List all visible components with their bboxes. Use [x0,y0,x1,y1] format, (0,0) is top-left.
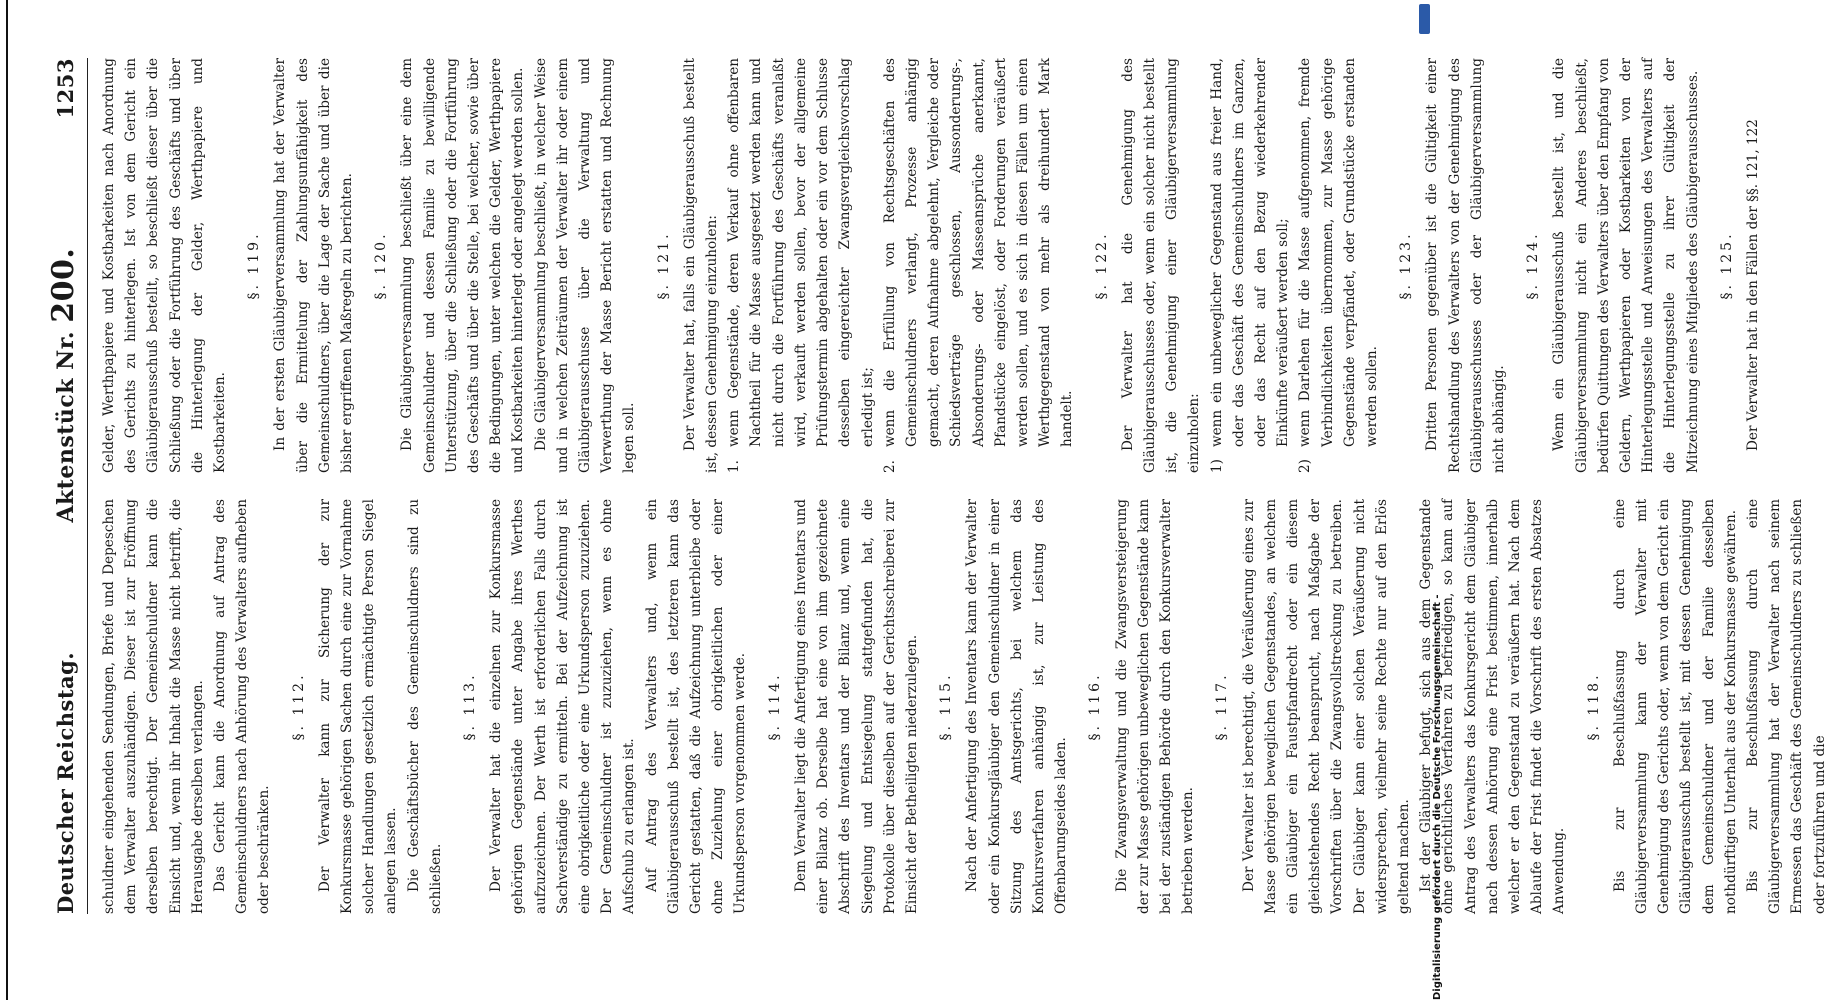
section-heading: §. 117. [1214,672,1231,741]
section-heading: §. 118. [1585,672,1602,741]
paragraph: Nach der Anfertigung des Inventars kann der Verwalter oder ein Konkursgläubiger den Gemeinschuldner in einer Sitzung des Amtsgerichts, bei welchem das Konkursverfahren anhängig ist, zur Leistung des Offenbarungseides laden. [964,499,1070,914]
paragraph: Ist der Gläubiger befugt, sich aus dem Gegenstande ohne gerichtliches Verfahren zu befriedigen, so kann auf Antrag des Verwalters das Konkursgericht dem Gläubiger nach dessen Anhörung eine Frist bestimmen, innerhalb welcher er den Gegenstand zu veräußern hat. Nach dem Ablaufe der Frist findet die Vorschrift des ersten Absatzes Anwendung. [1418,499,1568,914]
list-item-text: wenn Darlehen für die Masse aufgenommen, fremde Verbindlichkeiten übernommen, zur Masse gehörige Gegenstände verpfändet, oder Grundstücke erstanden werden sollen. [1297,58,1380,447]
header-page-number: 1253 [53,58,78,119]
list-item [879,58,1079,473]
dfg-logo [1419,4,1438,34]
paragraph: Das Gericht kann die Anordnung auf Antrag des Gemeinschuldners nach Anhörung des Verwalters aufheben oder beschränken. [212,499,273,914]
list-item-number: 1. [726,460,743,473]
paragraph: Die Zwangsverwaltung und die Zwangsversteigerung der zur Masse gehörigen unbeweglichen Gegenstände kann bei der zuständigen Behörde durch den Konkursverwalter betrieben werden. [1113,499,1197,914]
paragraph: Der Verwalter hat, falls ein Gläubigerausschuß bestellt ist, dessen Genehmigung einzuholen: [681,58,721,473]
right-column [98,58,1762,473]
list-item [1294,58,1383,473]
paragraph: Der Verwalter hat die einzelnen zur Konkursmasse gehörigen Gegenstände unter Angabe ihres Werthes aufzuzeichnen. Der Werth ist erforderlichen Falls durch Sachverständige zu ermitteln. Bei der Aufzeichnung ist eine obrigkeitliche oder eine Urkundsperson zuzuziehen. Der Gemeinschuldner ist zuzuziehen, wenn es ohne Aufschub zu erlangen ist. [488,499,638,914]
section-heading: §. 116. [1087,672,1104,741]
paragraph: schuldner eingehenden Sendungen, Briefe und Depeschen dem Verwalter auszuhändigen. Dieser ist zur Eröffnung derselben berechtigt. Der Gemeinschuldner kann die Einsicht und, wenn ihr Inhalt die Masse nicht betrifft, die Herausgabe derselben verlangen. [101,499,206,914]
paragraph: Bis zur Beschlußfassung durch eine Gläubigerversammlung kann der Verwalter mit Genehmigung des Gerichts oder, wenn von dem Gericht ein Gläubigerausschuß bestellt ist, mit dessen Genehmigung dem Gemeinschuldner und der Familie desselben nothdürftigen Unterhalt aus der Konkursmasse gewähren. [1611,499,1739,914]
paragraph: Wenn ein Gläubigerausschuß bestellt ist, und die Gläubigerversammlung nicht ein Anderes beschließt, bedürfen Quittungen des Verwalters über den Empfang von Geldern, Werthpapieren oder Kostbarkeiten von der Hinterlegungsstelle und Anweisungen des Verwalters auf die Hinterlegungsstelle zu ihrer Gültigkeit der Mitzeichnung eines Mitgliedes des Gläubigerausschusses. [1551,58,1701,473]
paragraph: Der Verwalter ist berechtigt, die Veräußerung eines zur Masse gehörigen beweglichen Gegenstandes, an welchem ein Gläubiger ein Faustpfandrecht oder ein diesem gleichstehendes Recht beansprucht, nach Maßgabe der Vorschriften über die Zwangsvollstreckung zu betreiben. Der Gläubiger kann einer solchen Veräußerung nicht widersprechen, vielmehr seine Rechte nur auf den Erlös geltend machen. [1240,499,1412,914]
section-heading: §. 115. [938,672,955,741]
list-item [1206,58,1295,473]
paragraph: Der Verwalter hat in den Fällen der §§. 121, 122 [1745,119,1762,451]
list-item-number: 2) [1297,459,1314,473]
header-doc-prefix: Aktenstück Nr. [53,330,79,523]
paragraph: In der ersten Gläubigerversammlung hat der Verwalter über die Ermittelung der Zahlungsunfähigkeit des Gemeinschuldners, über die Lage der Sache und über die bisher ergriffenen Maßregeln zu berichten. [272,58,356,473]
header-document-number [46,248,81,523]
header-left-title: Deutscher Reichstag. [53,651,78,914]
section-heading: §. 122. [1093,231,1110,300]
list-item-number: 1) [1208,459,1225,473]
paragraph: Die Gläubigerversammlung beschließt über eine dem Gemeinschuldner und dessen Familie zu bewilligende Unterstützung, über die Schließung oder die Fortführung des Geschäfts und über die Stelle, bei welcher, sowie über die Bedingungen, unter welchen die Gelder, Werthpapiere und Kostbarkeiten hinterlegt oder angelegt werden sollen. [399,58,527,473]
paragraph: Die Gläubigerversammlung beschließt, in welcher Weise und in welchen Zeiträumen der Verwalter ihr oder einem Gläubigerausschusse über die Verwaltung und Verwerthung der Masse Bericht erstatten und Rechnung legen soll. [532,58,638,473]
paragraph: Dritten Personen gegenüber ist die Gültigkeit einer Rechtshandlung des Verwalters von der Genehmigung des Gläubigerausschusses oder der Gläubigerversammlung nicht abhängig. [1424,58,1507,473]
list-item [723,58,878,473]
section-heading: §. 113. [462,672,479,741]
paragraph: Auf Antrag des Verwalters und, wenn ein Gläubigerausschuß bestellt ist, des letzteren kann das Gericht gestatten, daß die Aufzeichnung unterbleibe oder ohne Zuziehung einer obrigkeitlichen oder einer Urkundsperson vorgenommen werde. [643,499,749,914]
paragraph: Der Verwalter kann zur Sicherung der zur Konkursmasse gehörigen Sachen durch eine zur Vornahme solcher Handlungen gesetzlich ermächtigte Person Siegel anlegen lassen. [316,499,400,914]
section-heading: §. 114. [766,672,783,741]
section-heading: §. 124. [1525,231,1542,300]
list-item-text: wenn ein unbeweglicher Gegenstand aus freier Hand, oder das Geschäft des Gemeinschuldners im Ganzen, oder das Recht auf den Bezug wiederkehrender Einkünfte veräußert werden soll; [1208,58,1292,447]
digitization-text: Digitalisierung gefördert durch die Deutsche Forschungsgemeinschaft - [1432,594,1443,1000]
header-doc-number: 200. [46,247,81,323]
section-heading: §. 123. [1398,231,1415,300]
section-heading: §. 121. [655,231,672,300]
list-item-number: 2. [881,460,898,473]
paragraph: Dem Verwalter liegt die Anfertigung eines Inventars und einer Bilanz ob. Derselbe hat eine von ihm gezeichnete Abschrift des Inventars und der Bilanz und, wenn eine Siegelung und Entsiegelung stattgefunden hat, die Protokolle über dieselben auf der Gerichtsschreiberei zur Einsicht der Betheiligten niederzulegen. [792,499,920,914]
section-heading: §. 119. [246,231,263,300]
dfg-logo-text: DFG [1429,14,1438,33]
paragraph: Gelder, Werthpapiere und Kostbarkeiten nach Anordnung des Gerichts zu hinterlegen. Ist von dem Gericht ein Gläubigerausschuß bestellt, so beschließt dieser über die Schließung oder die Fortführung des Geschäfts und über die Hinterlegung der Gelder, Werthpapiere und Kostbarkeiten. [101,58,229,473]
paragraph: Der Verwalter hat die Genehmigung des Gläubigerausschusses oder, wenn ein solcher nicht bestellt ist, die Genehmigung einer Gläubigerversammlung einzuholen: [1119,58,1203,473]
page-header [46,58,88,914]
section-heading: §. 120. [373,231,390,300]
section-heading: §. 112. [290,672,307,741]
list-item-text: wenn Gegenstände, deren Verkauf ohne offenbaren Nachtheil für die Masse ausgesetzt werden kann und nicht durch die Fortführung des Geschäfts veranlaßt wird, verkauft werden sollen, bevor der allgemeine Prüfungstermin abgehalten oder ein vor dem Schlusse desselben eingereichter Zwangsvergleichsvorschlag erledigt ist; [726,58,876,447]
paragraph: Die Geschäftsbücher des Gemeinschuldners sind zu schließen. [405,499,444,914]
section-heading: §. 125. [1718,231,1735,300]
list-item-text: wenn die Erfüllung von Rechtsgeschäften des Gemeinschuldners verlangt, Prozesse anhängig gemacht, deren Aufnahme abgelehnt, Vergleiche oder Schiedsverträge geschlossen, Aussonderungs-, Absonderungs- oder Masseansprüche anerkannt, Pfandstücke eingelöst, oder Forderungen veräußert werden sollen, und es sich in diesen Fällen um einen Werthgegenstand von mehr als dreihundert Mark handelt. [881,58,1076,447]
paragraph: Bis zur Beschlußfassung durch eine Gläubigerversammlung hat der Verwalter nach seinem Ermessen das Geschäft des Gemeinschuldners zu schließen oder fortzuführen und die [1745,499,1828,914]
